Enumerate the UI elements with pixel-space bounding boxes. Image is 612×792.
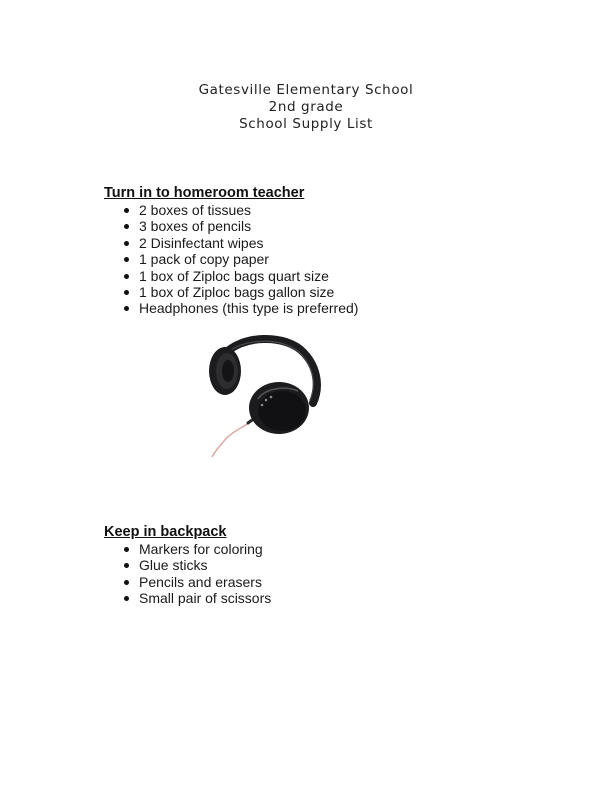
list-item: 1 box of Ziploc bags gallon size <box>121 284 358 300</box>
backpack-heading: Keep in backpack <box>104 524 227 540</box>
bullet-icon <box>124 274 129 279</box>
list-item: 1 pack of copy paper <box>121 251 358 267</box>
left-ear-center <box>222 360 234 382</box>
homeroom-heading: Turn in to homeroom teacher <box>104 185 305 201</box>
bullet-icon <box>124 596 129 601</box>
document-header <box>0 82 612 133</box>
list-title: School Supply List <box>239 116 373 132</box>
control-button-icon <box>270 396 273 399</box>
backpack-section <box>104 524 271 607</box>
headphones-cable <box>212 421 252 457</box>
bullet-icon <box>124 208 129 213</box>
right-ear-face <box>258 391 306 431</box>
bullet-icon <box>124 241 129 246</box>
backpack-list <box>104 541 271 607</box>
headphones-icon <box>200 333 330 461</box>
bullet-icon <box>124 290 129 295</box>
school-name: Gatesville Elementary School <box>198 82 414 98</box>
homeroom-section <box>104 185 358 317</box>
list-item: Small pair of scissors <box>121 590 271 606</box>
list-item: 2 boxes of tissues <box>121 202 358 218</box>
bullet-icon <box>124 224 129 229</box>
list-item: 2 Disinfectant wipes <box>121 235 358 251</box>
bullet-icon <box>124 580 129 585</box>
bullet-icon <box>124 306 129 311</box>
list-item: Glue sticks <box>121 557 271 573</box>
bullet-icon <box>124 257 129 262</box>
homeroom-list <box>104 202 358 317</box>
list-item: 1 box of Ziploc bags quart size <box>121 268 358 284</box>
list-item: 3 boxes of pencils <box>121 218 358 234</box>
bullet-icon <box>124 563 129 568</box>
bullet-icon <box>124 547 129 552</box>
control-button-icon <box>265 399 268 402</box>
grade-level: 2nd grade <box>268 99 344 115</box>
list-item: Markers for coloring <box>121 541 271 557</box>
list-item: Pencils and erasers <box>121 574 271 590</box>
control-button-icon <box>261 404 264 407</box>
list-item: Headphones (this type is preferred) <box>121 300 358 316</box>
